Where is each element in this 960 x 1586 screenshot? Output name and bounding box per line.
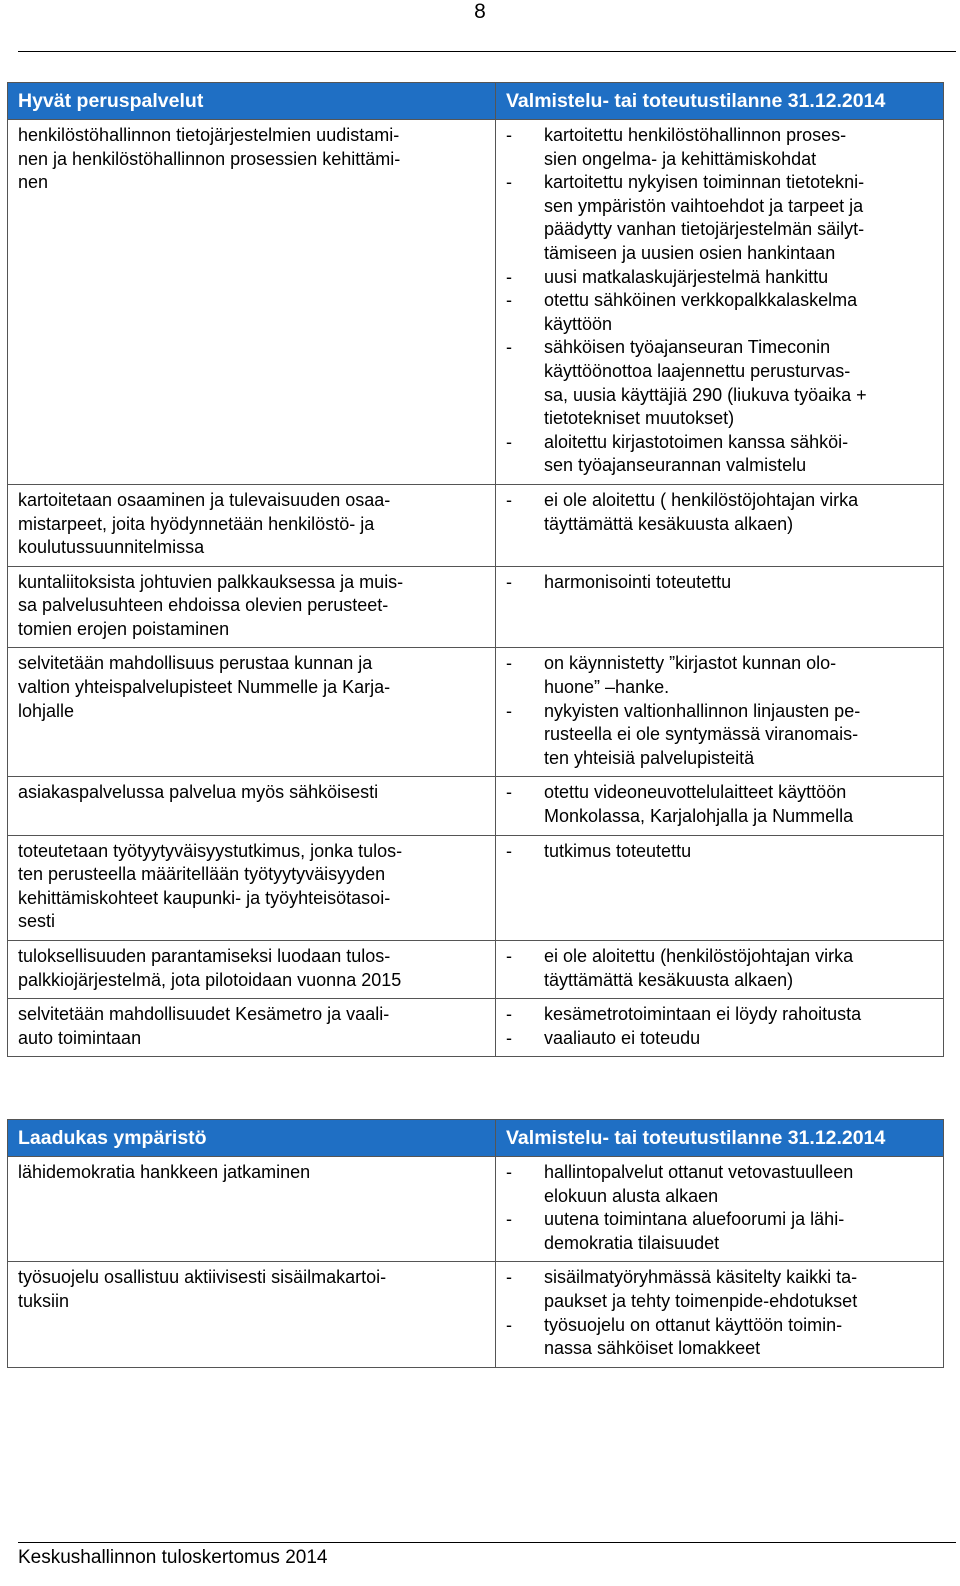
status-text: kartoitettu henkilöstöhallinnon proses- sien ongelma- ja kehittämiskohdat xyxy=(544,125,847,169)
status-item xyxy=(506,171,933,265)
status-cell xyxy=(496,1262,944,1367)
status-item xyxy=(506,336,933,430)
dash-bullet: - xyxy=(506,1209,512,1230)
status-item xyxy=(506,1266,933,1313)
dash-bullet: - xyxy=(506,1027,512,1048)
status-text: sähköisen työajanseuran Timeconin käyttöönottoa laajennettu perusturvas- sa, uusia käyttäjiä 290 (liukuva työaika + tietotekniset muutokset) xyxy=(544,337,867,429)
status-cell xyxy=(496,484,944,566)
status-text: vaaliauto ei toteudu xyxy=(544,1027,701,1048)
goal-cell xyxy=(8,648,496,777)
goals-table-laadukas-ymparisto xyxy=(7,1119,944,1368)
status-item xyxy=(506,489,933,536)
goal-cell xyxy=(8,941,496,999)
status-cell xyxy=(496,120,944,485)
dash-bullet: - xyxy=(506,172,512,193)
status-text: uusi matkalaskujärjestelmä hankittu xyxy=(544,266,829,287)
status-item xyxy=(506,1161,933,1208)
table-row xyxy=(8,566,944,648)
status-cell xyxy=(496,835,944,940)
status-item xyxy=(506,652,933,699)
goal-text: kuntaliitoksista johtuvien palkkauksessa ja muis- sa palvelusuhteen ehdoissa olevien perusteet- tomien erojen poistaminen xyxy=(18,571,404,639)
status-list xyxy=(506,1266,933,1360)
status-item xyxy=(506,840,933,864)
table-header-row xyxy=(8,83,944,120)
status-cell xyxy=(496,566,944,648)
table-body xyxy=(8,120,944,1057)
status-cell xyxy=(496,941,944,999)
table-row xyxy=(8,648,944,777)
status-text: kesämetrotoimintaan ei löydy rahoitusta xyxy=(544,1004,862,1025)
status-item xyxy=(506,266,933,290)
dash-bullet: - xyxy=(506,489,512,510)
status-text: uutena toimintana aluefoorumi ja lähi- demokratia tilaisuudet xyxy=(544,1209,845,1253)
goal-text: selvitetään mahdollisuus perustaa kunnan ja valtion yhteispalvelupisteet Nummelle ja Karja- lohjalle xyxy=(18,653,391,721)
goals-table-hyvat-peruspalvelut xyxy=(7,82,944,1057)
dash-bullet: - xyxy=(506,337,512,358)
status-list xyxy=(506,781,933,828)
goal-cell xyxy=(8,1157,496,1262)
status-text: otettu sähköinen verkkopalkkalaskelma käyttöön xyxy=(544,290,858,334)
dash-bullet: - xyxy=(506,1314,512,1335)
status-cell xyxy=(496,1157,944,1262)
dash-bullet: - xyxy=(506,653,512,674)
dash-bullet: - xyxy=(506,840,512,861)
status-item xyxy=(506,1314,933,1361)
page-number: 8 xyxy=(474,0,486,23)
goal-cell xyxy=(8,835,496,940)
table-row xyxy=(8,835,944,940)
status-list xyxy=(506,571,933,595)
status-text: ei ole aloitettu (henkilöstöjohtajan virka täyttämättä kesäkuusta alkaen) xyxy=(544,946,854,990)
status-text: otettu videoneuvottelulaitteet käyttöön Monkolassa, Karjalohjalla ja Nummella xyxy=(544,782,854,827)
dash-bullet: - xyxy=(506,1162,512,1182)
goal-text: toteutetaan työtyytyväisyystutkimus, jonka tulos- ten perusteella määritellään työtyytyväisyyden kehittämiskohteet kaupunki- ja työyhteisötasoi- sesti xyxy=(18,840,403,932)
status-text: tutkimus toteutettu xyxy=(544,840,692,861)
status-item xyxy=(506,431,933,478)
goal-text: lähidemokratia hankkeen jatkaminen xyxy=(18,1162,311,1182)
status-text: on käynnistetty ”kirjastot kunnan olo- huone” –hanke. xyxy=(544,653,837,698)
status-item xyxy=(506,289,933,336)
goal-cell xyxy=(8,999,496,1057)
table-row xyxy=(8,777,944,835)
footer-title: Keskushallinnon tuloskertomus 2014 xyxy=(18,1547,328,1568)
goal-text: tuloksellisuuden parantamiseksi luodaan tulos- palkkiojärjestelmä, jota pilotoidaan vuonna 2015 xyxy=(18,946,402,990)
status-item xyxy=(506,945,933,992)
table-row xyxy=(8,484,944,566)
table-header-status: Valmistelu- tai toteutustilanne 31.12.2014 xyxy=(496,83,944,120)
goal-text: asiakaspalvelussa palvelua myös sähköisesti xyxy=(18,782,379,803)
status-list xyxy=(506,945,933,992)
status-item xyxy=(506,124,933,171)
status-text: hallintopalvelut ottanut vetovastuulleen elokuun alusta alkaen xyxy=(544,1162,854,1206)
dash-bullet: - xyxy=(506,125,512,145)
status-text: ei ole aloitettu ( henkilöstöjohtajan virka täyttämättä kesäkuusta alkaen) xyxy=(544,489,859,534)
dash-bullet: - xyxy=(506,290,512,311)
status-item xyxy=(506,571,933,595)
dash-bullet: - xyxy=(506,700,512,721)
table-row xyxy=(8,120,944,485)
status-item xyxy=(506,1027,933,1051)
table-row xyxy=(8,1157,944,1262)
table-row xyxy=(8,1262,944,1367)
status-item xyxy=(506,1003,933,1027)
status-list xyxy=(506,1161,933,1255)
goal-cell xyxy=(8,1262,496,1367)
goal-cell xyxy=(8,120,496,485)
status-list xyxy=(506,652,933,770)
status-item xyxy=(506,781,933,828)
table-header-row xyxy=(8,1120,944,1157)
goal-cell xyxy=(8,777,496,835)
status-list xyxy=(506,840,933,864)
status-text: työsuojelu on ottanut käyttöön toimin- nassa sähköiset lomakkeet xyxy=(544,1314,843,1359)
status-list xyxy=(506,124,933,478)
table-header-goal: Hyvät peruspalvelut xyxy=(8,83,496,120)
status-item xyxy=(506,700,933,771)
dash-bullet: - xyxy=(506,266,512,287)
status-cell xyxy=(496,777,944,835)
status-list xyxy=(506,489,933,536)
dash-bullet: - xyxy=(506,1004,512,1025)
table-body xyxy=(8,1157,944,1368)
status-text: harmonisointi toteutettu xyxy=(544,571,732,592)
dash-bullet: - xyxy=(506,571,512,592)
table-row xyxy=(8,999,944,1057)
table-row xyxy=(8,941,944,999)
dash-bullet: - xyxy=(506,782,512,803)
dash-bullet: - xyxy=(506,946,512,966)
status-text: sisäilmatyöryhmässä käsitelty kaikki ta- paukset ja tehty toimenpide-ehdotukset xyxy=(544,1267,858,1311)
goal-text: työsuojelu osallistuu aktiivisesti sisäilmakartoi- tuksiin xyxy=(18,1267,387,1311)
dash-bullet: - xyxy=(506,1267,512,1288)
status-text: aloitettu kirjastotoimen kanssa sähköi- sen työajanseurannan valmistelu xyxy=(544,431,849,476)
footer-rule xyxy=(18,1542,956,1543)
goal-text: kartoitetaan osaaminen ja tulevaisuuden osaa- mistarpeet, joita hyödynnetään henkilöstö- ja koulutussuunnitelmissa xyxy=(18,489,391,558)
goal-text: selvitetään mahdollisuudet Kesämetro ja vaali- auto toimintaan xyxy=(18,1004,390,1048)
status-cell xyxy=(496,648,944,777)
goal-cell xyxy=(8,566,496,648)
goal-cell xyxy=(8,484,496,566)
goal-text: henkilöstöhallinnon tietojärjestelmien uudistami- nen ja henkilöstöhallinnon prosessien kehittämi- nen xyxy=(18,125,401,193)
status-list xyxy=(506,1003,933,1050)
header-rule xyxy=(18,51,956,52)
status-item xyxy=(506,1208,933,1255)
dash-bullet: - xyxy=(506,431,512,452)
status-text: nykyisten valtionhallinnon linjausten pe- rusteella ei ole syntymässä viranomais- ten yhteisiä palvelupisteitä xyxy=(544,700,861,768)
status-text: kartoitettu nykyisen toiminnan tietotekni- sen ympäristön vaihtoehdot ja tarpeet ja päädytty vanhan tietojärjestelmän säilyt- tämiseen ja uusien osien hankintaan xyxy=(544,172,865,263)
status-cell xyxy=(496,999,944,1057)
table-header-status: Valmistelu- tai toteutustilanne 31.12.2014 xyxy=(496,1120,944,1157)
table-header-goal: Laadukas ympäristö xyxy=(8,1120,496,1157)
